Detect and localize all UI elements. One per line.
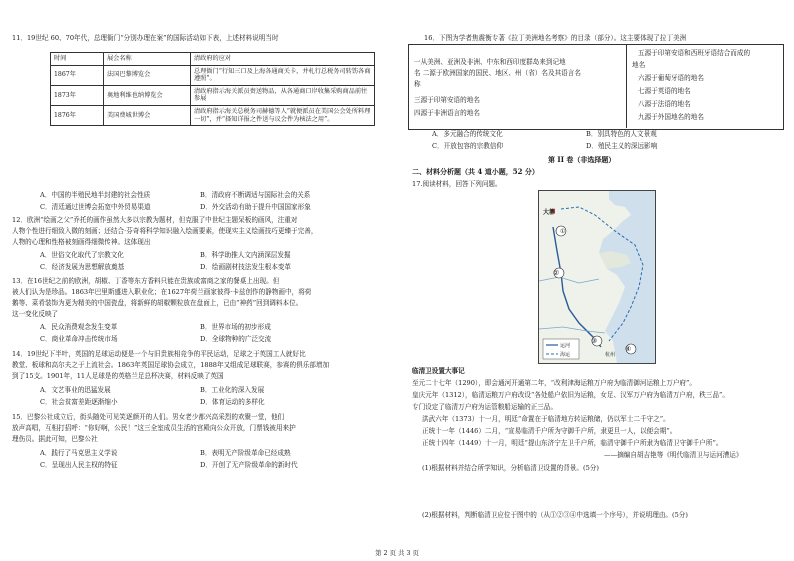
- q17-part2: (2)根据材料，判断临清卫应位于图中的（从①②③④中选填一个序号），并说明理由。(5分): [422, 511, 688, 519]
- page-footer: 第 2 页 共 3 页: [375, 549, 419, 557]
- q14-line: 14．19世纪下半叶，英国的足球运动便是一个与旧贵族相竞争的平民运动，足球之于英国工人就好比: [12, 350, 306, 358]
- q17-part1: (1)根据材料并结合所学知识，分析临清卫设置的背景。(5分): [422, 464, 599, 472]
- q13-option-a[interactable]: A．民众消费观念发生变革: [40, 323, 118, 331]
- q16-option-a[interactable]: A．多元融合的传统文化: [432, 130, 503, 138]
- toc-left-line: 称: [414, 80, 421, 88]
- q12-option-d[interactable]: D．绘画剧材技法发生根本变革: [200, 263, 292, 271]
- q16-option-b[interactable]: B．别具特色的人文景观: [586, 130, 657, 138]
- table-cell: 1867年: [51, 65, 104, 85]
- grand-canal-map: [538, 190, 656, 364]
- q14-line: 到了15支。1901年，11人足球是的英格兰足总杯决赛，材料反映了英国: [12, 372, 224, 380]
- map-label-1: ①: [560, 228, 566, 235]
- q13-option-d[interactable]: D．全球物种的广泛交流: [200, 335, 272, 343]
- events-line: 专门设定了临清万户府为运管粮船运输的正三品。: [412, 403, 558, 411]
- q14-option-a[interactable]: A．文艺事业的迅猛发展: [40, 386, 111, 394]
- events-line: 洪武六年（1373）十一月，明廷“命置在于临清地方转运粮储，仍以军士二千守之”。: [422, 415, 670, 423]
- events-line: 至元二十七年（1290），即会通河开通第二年，“改利津海运粮万户府为临清御河运粮上万户府”。: [412, 379, 696, 387]
- events-line: 皇庆元年（1312），临清运粮万户府改设“各处船户依旧为运粮，女足、汉军万户府为临清万户府，秩三品”。: [412, 391, 729, 399]
- q15-option-b[interactable]: B．表明无产阶级革命已经成熟: [200, 449, 291, 457]
- toc-left-line: 三源于印第安语的地名: [414, 96, 480, 104]
- q11-option-b[interactable]: B．清政府不断调适与国际社会的关系: [200, 191, 311, 199]
- q13-option-c[interactable]: C．商业革命冲击传统市场: [40, 335, 118, 343]
- table-cell: 1876年: [51, 105, 104, 125]
- q12-option-a[interactable]: A．世俗文化取代了宗教文化: [40, 251, 124, 259]
- q13-line: 被人们认为是珍品。1863年巴里斯盛进入职业化；在1627年荷兰画家彼得·卡兹创作的静物画中，将荷: [12, 288, 312, 296]
- table-row: [51, 85, 375, 105]
- table-header-cell: 时间: [51, 53, 104, 66]
- toc-right-line: 五源于印第安语和西班牙语结合而成的: [638, 49, 751, 57]
- legend-sea-label: 海运: [560, 352, 571, 358]
- q11-option-d[interactable]: D．外交活动有助于提升中国国家形象: [200, 203, 311, 211]
- table-cell: 总理衙门“行知三口及上海各通商关卡，并札行总税务司转饬各商遵照”。: [191, 65, 375, 85]
- toc-left-line: 名 二源于欧洲国家的国民、地区、州（省）名及其语言名: [414, 69, 581, 77]
- events-source: ——摘编自胡吉艳等《明代临清卫与运河漕运》: [604, 451, 743, 459]
- map-label-2: ②: [553, 269, 560, 277]
- q16-option-d[interactable]: D．殖民主义的深远影响: [586, 142, 658, 150]
- toc-left-line: 一从美洲、亚洲及非洲、中东和西印度群岛来到记地: [414, 58, 566, 66]
- section-title: 二、材料分析题（共 4 道小题，52 分）: [412, 167, 539, 176]
- q16-stem: 16．下图为学者焦震衡专著《拉丁美洲地名考察》的目录（部分）。这主要体现了拉丁美洲: [424, 34, 687, 42]
- map-label-hangzhou: 杭州: [605, 352, 616, 358]
- toc-right-line: 九源于外国地名的地名: [638, 113, 704, 121]
- q15-line: 放声高唱，互相打招呼：“你好啊，公民！”这三全室成员生活的宫殿向公众开放，门票钱被用来护: [12, 424, 296, 432]
- q15-option-a[interactable]: A．践行了马克思主义学说: [40, 449, 118, 457]
- q13-option-b[interactable]: B．世界市场的初步形成: [200, 323, 271, 331]
- toc-left-line: 四源于非洲语言的地名: [414, 109, 480, 117]
- q15-line: 15．巴黎公社成立后，街头随处可见笑逐颜开的人们。男女老少都兴高采烈的欢聚一堂，他们: [12, 413, 285, 421]
- table-cell: 奥地利维也纳博览会: [104, 85, 191, 105]
- q15-option-c[interactable]: C．呈现出人民主权的特征: [40, 461, 118, 469]
- map-label-3: ③: [591, 337, 598, 345]
- q14-option-b[interactable]: B．工业化的深入发展: [200, 386, 265, 394]
- right-column: [408, 0, 784, 561]
- events-line: 正统十一年（1446）二月，“宣易临清千户所为守御千户所，隶更旦一人，以便会期”。: [422, 427, 677, 435]
- q13-line: 13．在16世纪之前的欧洲，胡椒、丁香等东方香料只能在贵族或富商之家的餐桌上出现。但: [12, 277, 280, 285]
- q13-line: 鹅等、菜肴装饰为更为精美的中国瓷盘，将新鲜的胡椒颗粒放在盘面上，已由“神药”回到调料本位。: [12, 299, 303, 307]
- q15-option-d[interactable]: D．开创了无产阶级革命的新时代: [200, 461, 298, 469]
- q14-option-c[interactable]: C．社会贫富差距逐渐缩小: [40, 398, 118, 406]
- toc-right-line: 六源于葡萄牙语的地名: [638, 74, 704, 82]
- q12-line: 12．欧洲“绘画之父”乔托的画作虽然大多以宗教为题材，但克服了中世纪主题呆板的画风，注重对: [12, 216, 298, 224]
- table-row: [51, 65, 375, 85]
- q12-option-b[interactable]: B．科学助推人文内涵深层发掘: [200, 251, 291, 259]
- toc-divider: [626, 44, 627, 128]
- events-title: 临清卫设置大事记: [412, 367, 465, 375]
- q11-stem: 11．19世纪 60、70年代，总理衙门“分别办理在案”的国际活动如下表，上述材料说明当时: [12, 34, 279, 42]
- table-cell: 1873年: [51, 85, 104, 105]
- table-row: [51, 105, 375, 125]
- q11-option-c[interactable]: C．清廷通过世博会拓宽中外贸易渠道: [40, 203, 151, 211]
- q12-option-c[interactable]: C．经济发展为思想解放奠基: [40, 263, 125, 271]
- table-header-row: [51, 53, 375, 66]
- part2-title: 第 II 卷（非选择题）: [548, 155, 616, 164]
- legend-canal-label: 运河: [560, 343, 571, 349]
- q17-intro: 17.阅读材料，回答下列问题。: [412, 180, 502, 188]
- toc-right-line: 八源于法语的地名: [638, 100, 691, 108]
- q11-table: [50, 52, 375, 126]
- q15-line: 理伤员。据此可知，巴黎公社: [12, 435, 98, 443]
- events-line: 正统十四年（1449）十一月，明廷“提山东济宁左卫千户所，临清守御千户所隶为临清卫守御千户所”。: [422, 439, 723, 447]
- left-column: [12, 0, 394, 561]
- table-cell: 法国巴黎博览会: [104, 65, 191, 85]
- table-header-cell: 清政府的应对: [191, 53, 375, 66]
- table-header-cell: 展会名称: [104, 53, 191, 66]
- q11-option-a[interactable]: A．中国的半殖民地半封建的社会性质: [40, 191, 151, 199]
- map-label-4: ④: [625, 345, 632, 353]
- toc-right-line: 七源于英语的地名: [638, 87, 691, 95]
- q16-option-c[interactable]: C．开放包容的宗教信仰: [432, 142, 503, 150]
- q14-line: 教堂、板球和高尔夫之于上流社会。1863年英国足球协会成立，1888年又组成足球联赛，参赛的俱乐部增加: [12, 361, 330, 369]
- toc-right-line: 地名: [632, 61, 646, 69]
- map-label-dadu: 大都: [543, 209, 556, 216]
- table-cell: 美国费城世博会: [104, 105, 191, 125]
- q12-line: 人物的心理和性格被刻画得细微传神。这体现出: [12, 238, 151, 246]
- q14-option-d[interactable]: D．体育运动的多样化: [200, 398, 265, 406]
- table-cell: 清政府指示海关总税务司赫德等人“就便派员在美国公会处所料理一切”，并“择知详报之件送与议会件为核法之用”。: [191, 105, 375, 125]
- table-cell: 清政府指示海关派员赍送物品，从各通商口岸收集采购商品前往参展: [191, 85, 375, 105]
- q13-line: 这一变化反映了: [12, 310, 59, 318]
- q12-line: 人物个性进行细致入微的刻画；还结合·芬奇将科学知识融入绘画要素，使现实主义绘画技巧更臻于完善，: [12, 227, 318, 235]
